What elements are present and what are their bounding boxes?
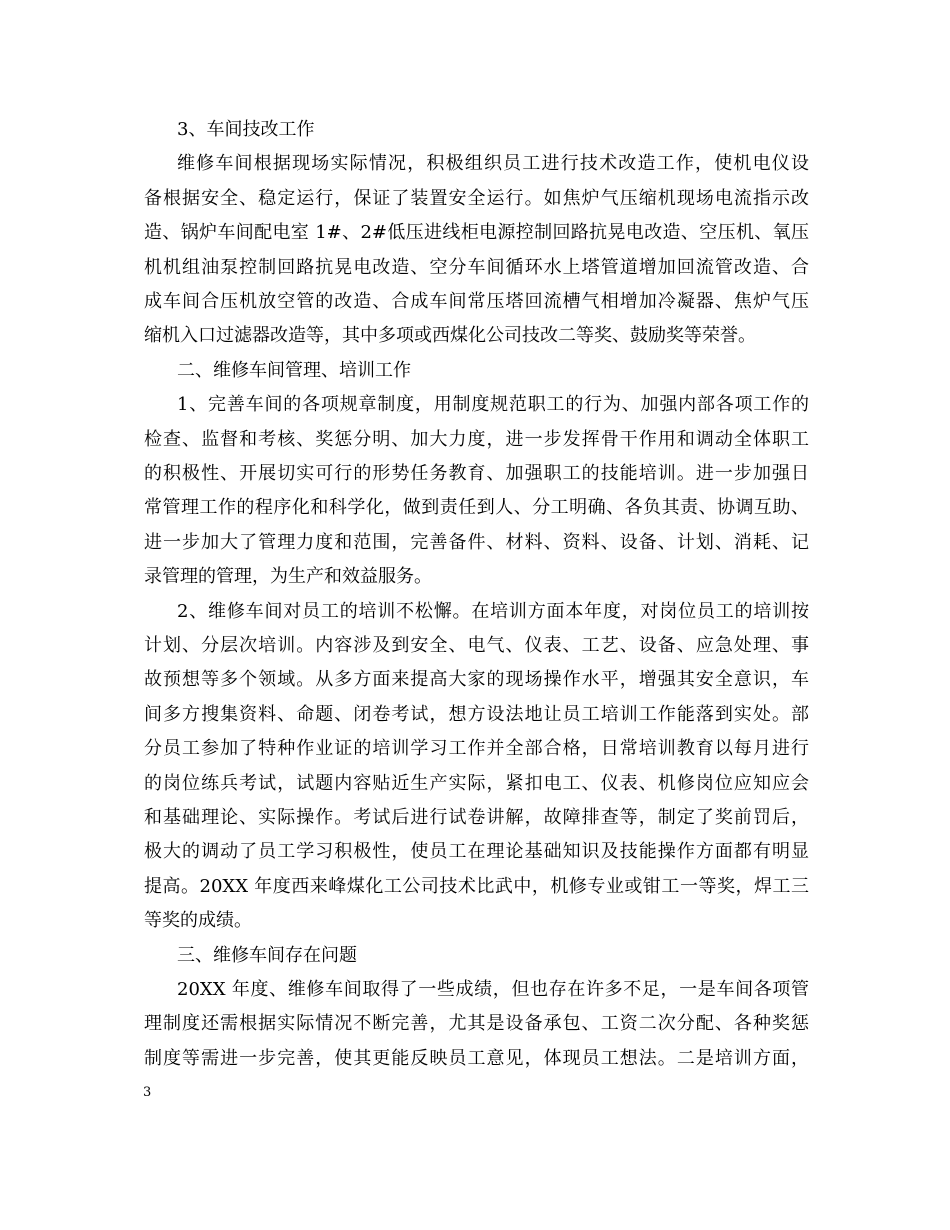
text-line: 间多方搜集资料、命题、闭卷考试，想方设法地让员工培训工作能落到实处。部 xyxy=(144,703,809,725)
text-line: 缩机入口过滤器改造等，其中多项或西煤化公司技改二等奖、鼓励奖等荣誉。 xyxy=(144,325,756,347)
text-line: 制度等需进一步完善，使其更能反映员工意见，体现员工想法。二是培训方面， xyxy=(144,1047,809,1069)
text-line: 的岗位练兵考试，试题内容贴近生产实际，紧扣电工、仪表、机修岗位应知应会 xyxy=(144,772,809,794)
text-line: 成车间合压机放空管的改造、合成车间常压塔回流槽气相增加冷凝器、焦炉气压 xyxy=(144,291,809,312)
text-line: 分员工参加了特种作业证的培训学习工作并全部合格，日常培训教育以每月进行 xyxy=(144,738,809,760)
text-line: 3、车间技改工作 xyxy=(177,119,315,140)
text-line: 提高。20XX 年度西来峰煤化工公司技术比武中，机修专业或钳工一等奖，焊工三 xyxy=(144,875,809,897)
text-line: 常管理工作的程序化和科学化，做到责任到人、分工明确、各负其责、协调互助、 xyxy=(144,497,809,519)
text-line: 检查、监督和考核、奖惩分明、加大力度，进一步发挥骨干作用和调动全体职工 xyxy=(144,428,809,450)
text-line: 造、锅炉车间配电室 1#、2#低压进线柜电源控制回路抗晃电改造、空压机、氧压 xyxy=(144,222,809,244)
text-line: 计划、分层次培训。内容涉及到安全、电气、仪表、工艺、设备、应急处理、事 xyxy=(144,635,809,656)
text-line: 备根据安全、稳定运行，保证了装置安全运行。如焦炉气压缩机现场电流指示改 xyxy=(144,187,809,209)
text-line: 极大的调动了员工学习积极性，使员工在理论基础知识及技能操作方面都有明显 xyxy=(144,841,809,863)
text-line: 1、完善车间的各项规章制度，用制度规范职工的行为、加强内部各项工作的 xyxy=(177,394,809,416)
text-line: 故预想等多个领域。从多方面来提高大家的现场操作水平，增强其安全意识，车 xyxy=(144,669,809,691)
page-number: 3 xyxy=(143,1085,152,1100)
text-line: 的积极性、开展切实可行的形势任务教育、加强职工的技能培训。进一步加强日 xyxy=(144,463,809,484)
text-line: 等奖的成绩。 xyxy=(144,910,252,932)
text-line: 二、维修车间管理、培训工作 xyxy=(177,359,411,381)
text-line: 理制度还需根据实际情况不断完善，尤其是设备承包、工资二次分配、各种奖惩 xyxy=(144,1013,809,1035)
text-line: 三、维修车间存在问题 xyxy=(177,944,357,966)
text-line: 20XX 年度、维修车间取得了一些成绩，但也存在许多不足，一是车间各项管 xyxy=(177,979,809,1000)
text-line: 维修车间根据现场实际情况，积极组织员工进行技术改造工作，使机电仪设 xyxy=(177,153,809,175)
text-line: 录管理的管理，为生产和效益服务。 xyxy=(144,566,432,588)
text-line: 进一步加大了管理力度和范围，完善备件、材料、资料、设备、计划、消耗、记 xyxy=(144,531,809,553)
text-line: 机机组油泵控制回路抗晃电改造、空分车间循环水上塔管道增加回流管改造、合 xyxy=(144,256,809,278)
text-line: 2、维修车间对员工的培训不松懈。在培训方面本年度，对岗位员工的培训按 xyxy=(177,600,809,622)
text-line: 和基础理论、实际操作。考试后进行试卷讲解，故障排查等，制定了奖前罚后， xyxy=(144,807,809,828)
